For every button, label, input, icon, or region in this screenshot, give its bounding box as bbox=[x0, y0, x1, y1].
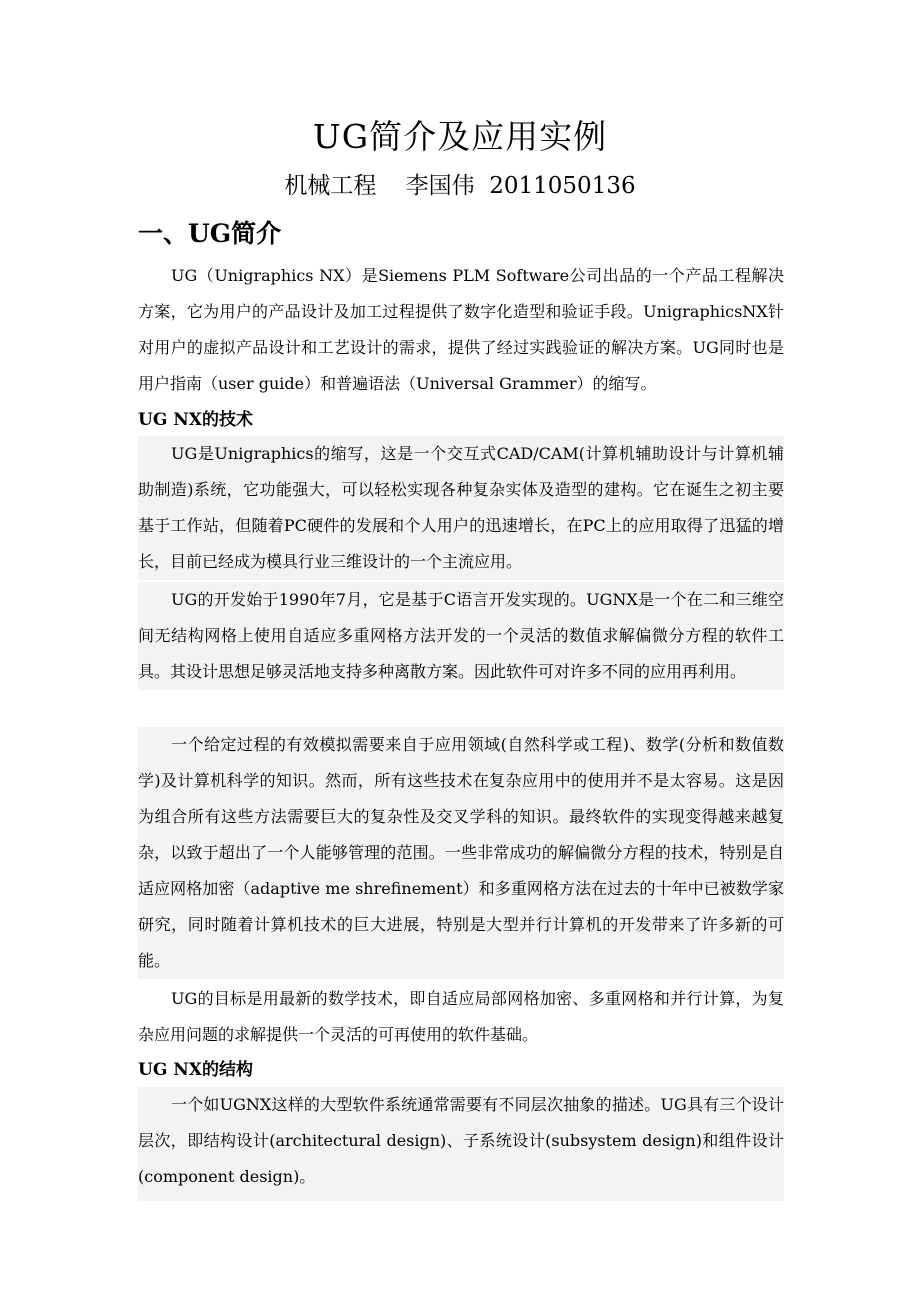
subsection-heading-structure: UG NX的结构 bbox=[138, 1060, 253, 1080]
tech-paragraph: UG是Unigraphics的缩写，这是一个交互式CAD/CAM(计算机辅助设计与计算机辅助制造)系统，它功能强大，可以轻松实现各种复杂实体及造型的建构。它在诞生之初主要基于工作站，但随着PC硬件的发展和个人用户的迅速增长，在PC上的应用取得了迅猛的增长，目前已经成为模具行业三维设计的一个主流应用。 bbox=[138, 436, 784, 580]
section-heading-intro: 一、UG简介 bbox=[138, 219, 282, 248]
structure-paragraph: 一个如UGNX这样的大型软件系统通常需要有不同层次抽象的描述。UG具有三个设计层次，即结构设计(architectural design)、子系统设计(subsystem design)和组件设计(component design)。 bbox=[138, 1087, 784, 1201]
subsection-heading-technology: UG NX的技术 bbox=[138, 410, 253, 430]
tech-paragraph: UG的开发始于1990年7月，它是基于C语言开发实现的。UGNX是一个在二和三维空间无结构网格上使用自适应多重网格方法开发的一个灵活的数值求解偏微分方程的软件工具。其设计思想足够灵活地支持多种离散方案。因此软件可对许多不同的应用再利用。 bbox=[138, 582, 784, 690]
page-title: UG简介及应用实例 bbox=[312, 117, 608, 156]
author-line: 机械工程 李国伟 2011050136 bbox=[284, 173, 636, 199]
tech-paragraph: 一个给定过程的有效模拟需要来自于应用领域(自然科学或工程)、数学(分析和数值数学)及计算机科学的知识。然而，所有这些技术在复杂应用中的使用并不是太容易。这是因为组合所有这些方法需要巨大的复杂性及交叉学科的知识。最终软件的实现变得越来越复杂，以致于超出了一个人能够管理的范围。一些非常成功的解偏微分方程的技术，特别是自适应网格加密（adaptive me shrefinement）和多重网格方法在过去的十年中已被数学家研究，同时随着计算机技术的巨大进展，特别是大型并行计算机的开发带来了许多新的可能。 bbox=[138, 727, 784, 979]
tech-paragraph: UG的目标是用最新的数学技术，即自适应局部网格加密、多重网格和并行计算，为复杂应用问题的求解提供一个灵活的可再使用的软件基础。 bbox=[138, 989, 784, 1044]
intro-paragraph: UG（Unigraphics NX）是Siemens PLM Software公司出品的一个产品工程解决方案，它为用户的产品设计及加工过程提供了数字化造型和验证手段。UnigraphicsNX针对用户的虚拟产品设计和工艺设计的需求，提供了经过实践验证的解决方案。UG同时也是用户指南（user guide）和普遍语法（Universal Grammer）的缩写。 bbox=[138, 266, 784, 393]
